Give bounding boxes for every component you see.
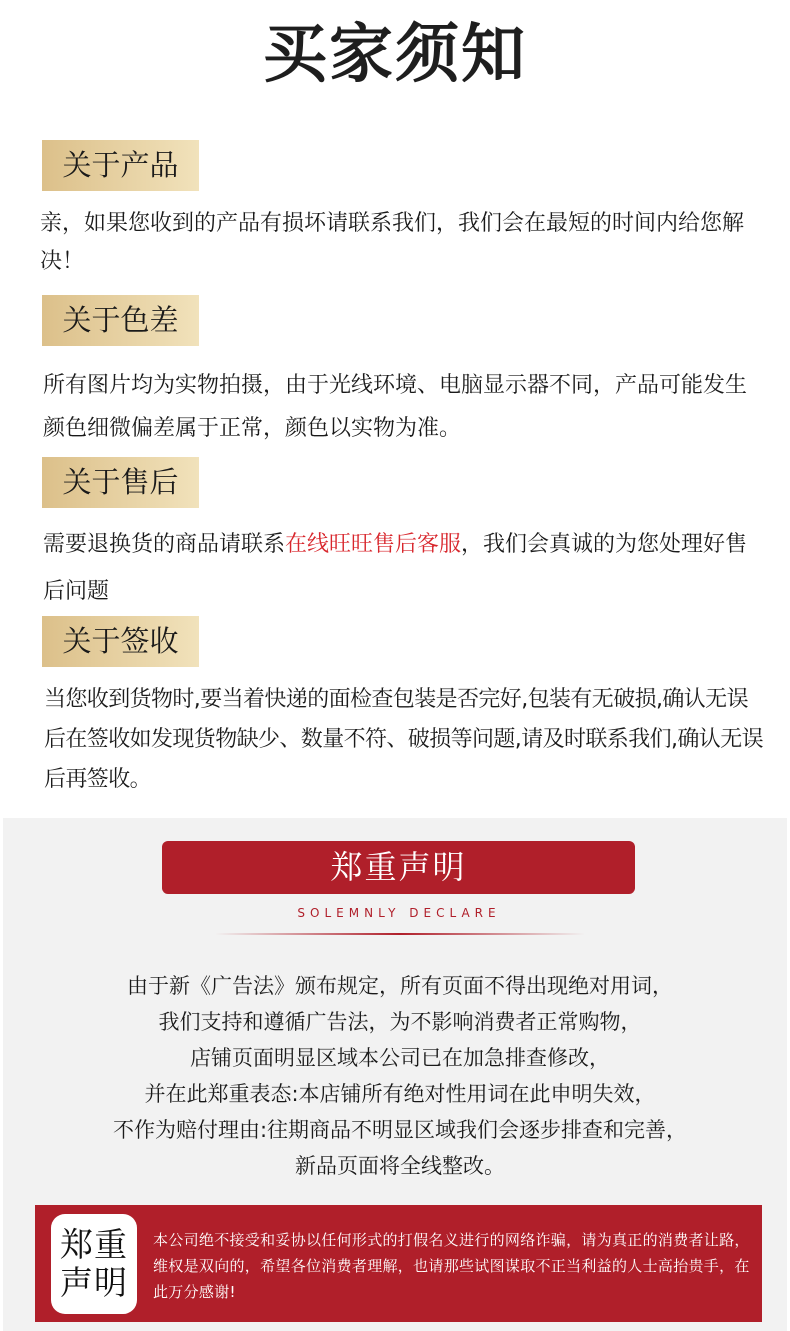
section-label-aftersale: 关于售后: [42, 457, 199, 508]
declaration-line: 并在此郑重表态:本店铺所有绝对性用词在此申明失效，: [144, 1082, 656, 1106]
customer-service-link[interactable]: 在线旺旺售后客服: [285, 532, 462, 557]
section-label-signing: 关于签收: [42, 616, 199, 667]
declaration-banner: 郑重声明: [162, 841, 635, 894]
notice-badge-line: 郑重: [60, 1225, 128, 1264]
section-text-color: [43, 364, 768, 450]
declaration-subtitle: SOLEMNLY DECLARE: [297, 906, 501, 920]
section-text-signing: [44, 680, 769, 800]
section-text-aftersale-after: ，我们会真诚的为您处理好售后问题: [43, 532, 748, 604]
notice-badge: [51, 1214, 137, 1314]
declaration-text: [40, 968, 760, 1184]
section-label-color: 关于色差: [42, 295, 199, 346]
notice-text: 本公司绝不接受和妥协以任何形式的打假名义进行的网络诈骗，请为真正的消费者让路，维权是双向的，希望各位消费者理解，也请那些试图谋取不正当利益的人士高抬贵手，在此万分感谢!: [153, 1231, 750, 1301]
section-text-signing-main: 当您收到货物时,要当着快递的面检查包装是否完好,包装有无破损,确认无误后在签收如发现货物缺少、数量不符、破损等问题,请及时联系我们,确认无误后再签收。: [44, 687, 763, 792]
notice-badge-line: 声明: [60, 1263, 128, 1302]
section-text-aftersale-before: 需要退换货的商品请联系: [43, 532, 286, 557]
declaration-line: 新品页面将全线整改。: [295, 1154, 505, 1178]
declaration-line: 由于新《广告法》颁布规定，所有页面不得出现绝对用词，: [127, 974, 673, 998]
section-text-product: [40, 205, 765, 281]
declaration-line: 店铺页面明显区域本公司已在加急排查修改，: [190, 1046, 610, 1070]
declaration-line: 不作为赔付理由:往期商品不明显区域我们会逐步排查和完善，: [112, 1118, 688, 1142]
section-label-product: 关于产品: [42, 140, 199, 191]
section-text-aftersale: [43, 521, 768, 615]
section-text-product-main: 亲，如果您收到的产品有损坏请联系我们，我们会在最短的时间内给您解决！: [40, 211, 745, 274]
section-text-color-main: 所有图片均为实物拍摄，由于光线环境、电脑显示器不同，产品可能发生颜色细微偏差属于正常，颜色以实物为准。: [43, 373, 748, 441]
page-title: 买家须知: [263, 18, 527, 92]
declaration-divider: [215, 933, 585, 935]
declaration-line: 我们支持和遵循广告法，为不影响消费者正常购物，: [158, 1010, 642, 1034]
